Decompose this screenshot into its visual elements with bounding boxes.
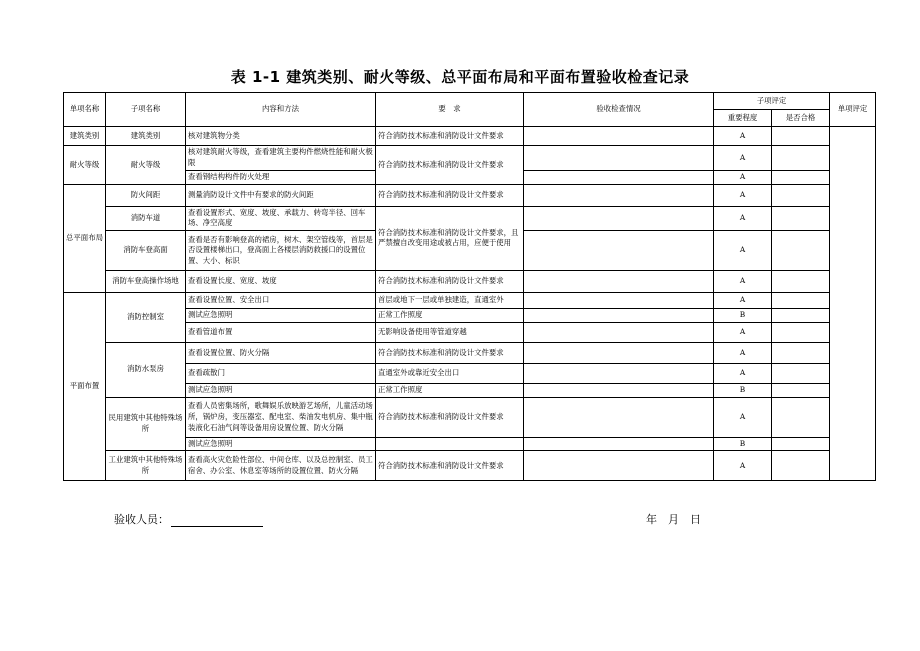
inspector-label: 验收人员： bbox=[114, 513, 169, 526]
inspection-cell[interactable] bbox=[524, 322, 714, 342]
table-row bbox=[64, 309, 876, 323]
header-content: 内容和方法 bbox=[186, 93, 376, 127]
table-row bbox=[64, 342, 876, 363]
table-row bbox=[64, 206, 876, 230]
inspection-cell[interactable] bbox=[524, 293, 714, 309]
header-subitem: 子项名称 bbox=[106, 93, 186, 127]
qualified-cell[interactable] bbox=[772, 231, 830, 271]
inspection-cell[interactable] bbox=[524, 231, 714, 271]
subitem-cell: 工业建筑中其他特殊场所 bbox=[106, 451, 186, 481]
requirement-cell: 符合消防技术标准和消防设计文件要求 bbox=[376, 127, 524, 146]
table-row bbox=[64, 146, 876, 171]
content-cell: 测试应急照明 bbox=[186, 383, 376, 397]
header-sub-eval: 子项评定 bbox=[714, 93, 830, 110]
importance-cell: A bbox=[714, 206, 772, 230]
importance-cell: A bbox=[714, 322, 772, 342]
importance-cell: B bbox=[714, 437, 772, 451]
header-importance: 重要程度 bbox=[714, 110, 772, 127]
unit-cell: 平面布置 bbox=[64, 293, 106, 481]
subitem-cell: 消防车道 bbox=[106, 206, 186, 230]
content-cell: 查看疏散门 bbox=[186, 363, 376, 383]
header-qualified: 是否合格 bbox=[772, 110, 830, 127]
content-cell: 测量消防设计文件中有要求的防火间距 bbox=[186, 184, 376, 206]
qualified-cell[interactable] bbox=[772, 451, 830, 481]
table-row bbox=[64, 293, 876, 309]
unit-cell: 耐火等级 bbox=[64, 146, 106, 185]
content-cell: 查看管道布置 bbox=[186, 322, 376, 342]
requirement-cell: 符合消防技术标准和消防设计文件要求 bbox=[376, 451, 524, 481]
table-row bbox=[64, 184, 876, 206]
inspection-cell[interactable] bbox=[524, 309, 714, 323]
requirement-cell: 正常工作照度 bbox=[376, 383, 524, 397]
subitem-cell: 消防车登高操作场地 bbox=[106, 271, 186, 293]
importance-cell: A bbox=[714, 397, 772, 437]
importance-cell: A bbox=[714, 271, 772, 293]
importance-cell: A bbox=[714, 171, 772, 185]
unit-cell: 建筑类别 bbox=[64, 127, 106, 146]
requirement-cell: 符合消防技术标准和消防设计文件要求，且严禁擅自改变用途或被占用，应便于使用 bbox=[376, 206, 524, 270]
inspection-cell[interactable] bbox=[524, 397, 714, 437]
importance-cell: A bbox=[714, 231, 772, 271]
table-row bbox=[64, 322, 876, 342]
inspection-cell[interactable] bbox=[524, 184, 714, 206]
inspection-cell[interactable] bbox=[524, 271, 714, 293]
unit-eval-cell[interactable] bbox=[830, 127, 876, 481]
inspector-signature bbox=[114, 511, 263, 527]
qualified-cell[interactable] bbox=[772, 271, 830, 293]
page-title: 表 1-1 建筑类别、耐火等级、总平面布局和平面布置验收检查记录 bbox=[230, 68, 690, 86]
requirement-cell: 直通室外或靠近安全出口 bbox=[376, 363, 524, 383]
table-row bbox=[64, 383, 876, 397]
qualified-cell[interactable] bbox=[772, 146, 830, 171]
requirement-cell: 无影响设备使用等管道穿越 bbox=[376, 322, 524, 342]
importance-cell: B bbox=[714, 383, 772, 397]
content-cell: 查看设置位置、防火分隔 bbox=[186, 342, 376, 363]
inspection-cell[interactable] bbox=[524, 451, 714, 481]
content-cell: 测试应急照明 bbox=[186, 437, 376, 451]
importance-cell: A bbox=[714, 184, 772, 206]
qualified-cell[interactable] bbox=[772, 293, 830, 309]
requirement-cell: 符合消防技术标准和消防设计文件要求 bbox=[376, 342, 524, 363]
subitem-cell: 消防水泵房 bbox=[106, 342, 186, 397]
header-inspection: 验收检查情况 bbox=[524, 93, 714, 127]
header-unit-eval: 单项评定 bbox=[830, 93, 876, 127]
inspection-cell[interactable] bbox=[524, 127, 714, 146]
requirement-cell: 首层或地下一层或单独建造，直通室外 bbox=[376, 293, 524, 309]
requirement-cell: 符合消防技术标准和消防设计文件要求 bbox=[376, 271, 524, 293]
inspection-cell[interactable] bbox=[524, 437, 714, 451]
header-row bbox=[64, 93, 876, 110]
inspection-cell[interactable] bbox=[524, 171, 714, 185]
content-cell: 查看设置长度、宽度、坡度 bbox=[186, 271, 376, 293]
importance-cell: B bbox=[714, 309, 772, 323]
qualified-cell[interactable] bbox=[772, 383, 830, 397]
content-cell: 查看设置形式、宽度、坡度、承载力、转弯半径、回车场、净空高度 bbox=[186, 206, 376, 230]
table-row bbox=[64, 437, 876, 451]
importance-cell: A bbox=[714, 363, 772, 383]
content-cell: 核对建筑耐火等级，查看建筑主要构件燃烧性能和耐火极限 bbox=[186, 146, 376, 171]
content-cell: 查看人员密集场所，歌舞娱乐放映游艺场所，儿童活动场所，锅炉房，变压器室、配电室、柴油发电机房、集中瓶装液化石油气间等设备用房设置位置、防火分隔 bbox=[186, 397, 376, 437]
header-unit: 单项名称 bbox=[64, 93, 106, 127]
importance-cell: A bbox=[714, 127, 772, 146]
importance-cell: A bbox=[714, 146, 772, 171]
qualified-cell[interactable] bbox=[772, 127, 830, 146]
content-cell: 查看钢结构构件防火处理 bbox=[186, 171, 376, 185]
subitem-cell: 民用建筑中其他特殊场所 bbox=[106, 397, 186, 451]
content-cell: 核对建筑物分类 bbox=[186, 127, 376, 146]
table-row bbox=[64, 451, 876, 481]
requirement-cell: 正常工作照度 bbox=[376, 309, 524, 323]
qualified-cell[interactable] bbox=[772, 206, 830, 230]
requirement-cell bbox=[376, 437, 524, 451]
subitem-cell: 建筑类别 bbox=[106, 127, 186, 146]
qualified-cell[interactable] bbox=[772, 184, 830, 206]
qualified-cell[interactable] bbox=[772, 397, 830, 437]
importance-cell: A bbox=[714, 342, 772, 363]
inspection-cell[interactable] bbox=[524, 206, 714, 230]
qualified-cell[interactable] bbox=[772, 437, 830, 451]
content-cell: 查看高火灾危险性部位、中间仓库、以及总控制室、员工宿舍、办公室、休息室等场所的设置位置、防火分隔 bbox=[186, 451, 376, 481]
unit-cell: 总平面布局 bbox=[64, 184, 106, 292]
inspection-cell[interactable] bbox=[524, 146, 714, 171]
requirement-cell: 符合消防技术标准和消防设计文件要求 bbox=[376, 397, 524, 437]
header-requirement: 要 求 bbox=[376, 93, 524, 127]
date-field: 年 月 日 bbox=[646, 513, 701, 526]
content-cell: 测试应急照明 bbox=[186, 309, 376, 323]
qualified-cell[interactable] bbox=[772, 342, 830, 363]
qualified-cell[interactable] bbox=[772, 363, 830, 383]
qualified-cell[interactable] bbox=[772, 322, 830, 342]
requirement-cell: 符合消防技术标准和消防设计文件要求 bbox=[376, 184, 524, 206]
subitem-cell: 耐火等级 bbox=[106, 146, 186, 185]
subitem-cell: 消防控制室 bbox=[106, 293, 186, 343]
table-row bbox=[64, 397, 876, 437]
content-cell: 查看设置位置、安全出口 bbox=[186, 293, 376, 309]
content-cell: 查看是否有影响登高的裙房，树木、架空管线等，首层是否设置楼梯出口，登高面上各楼层消防救援口的设置位置、大小、标识 bbox=[186, 231, 376, 271]
inspector-signature-line[interactable] bbox=[171, 515, 263, 527]
inspection-cell[interactable] bbox=[524, 342, 714, 363]
table-row bbox=[64, 363, 876, 383]
inspection-record-table bbox=[63, 92, 876, 481]
table-row bbox=[64, 127, 876, 146]
importance-cell: A bbox=[714, 293, 772, 309]
qualified-cell[interactable] bbox=[772, 171, 830, 185]
subitem-cell: 防火间距 bbox=[106, 184, 186, 206]
table-row bbox=[64, 271, 876, 293]
inspection-cell[interactable] bbox=[524, 363, 714, 383]
qualified-cell[interactable] bbox=[772, 309, 830, 323]
subitem-cell: 消防车登高面 bbox=[106, 231, 186, 271]
inspection-cell[interactable] bbox=[524, 383, 714, 397]
importance-cell: A bbox=[714, 451, 772, 481]
requirement-cell: 符合消防技术标准和消防设计文件要求 bbox=[376, 146, 524, 185]
